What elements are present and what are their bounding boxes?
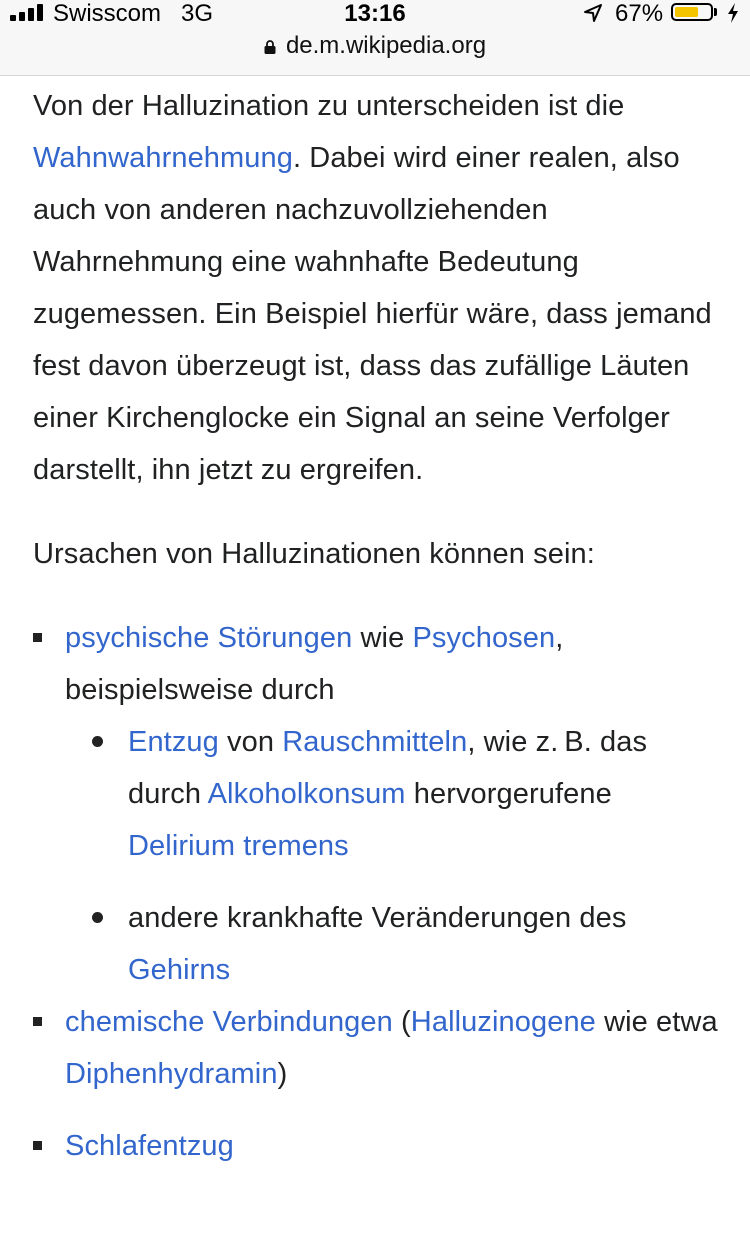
text: wie xyxy=(352,622,413,654)
disc-bullet-icon xyxy=(92,912,103,923)
link-delirium-tremens[interactable]: Delirium tremens xyxy=(128,830,349,862)
link-wahnwahrnehmung[interactable]: Wahnwahrnehmung xyxy=(33,142,293,174)
list-item-entzug xyxy=(65,716,723,872)
link-chemische-verbindungen[interactable]: chemische Verbindungen xyxy=(65,1006,393,1038)
text: andere krankhafte Veränderungen des xyxy=(128,902,627,934)
text: , beispielsweise durch xyxy=(65,622,564,706)
browser-top-bar xyxy=(0,0,750,76)
text: Von der Halluzination zu unterscheiden ist die xyxy=(33,90,625,122)
text: . Dabei wird einer realen, also auch von anderen nachzuvollziehenden Wahrnehmung eine wahnhafte Bedeutung zugemessen. Ein Beispiel hierfür wäre, dass jemand fest davon überzeugt ist, dass das zufällige Läuten einer Kirchenglocke ein Signal an seine Verfolger darstellt, ihn jetzt zu ergreifen. xyxy=(33,142,712,486)
carrier-name: Swisscom xyxy=(53,0,162,27)
paragraph-wahnwahrnehmung xyxy=(33,80,723,496)
link-gehirns[interactable]: Gehirns xyxy=(128,954,231,986)
address-bar[interactable] xyxy=(0,32,750,60)
link-schlafentzug[interactable]: Schlafentzug xyxy=(65,1130,234,1162)
list-item-schlafentzug xyxy=(33,1120,723,1172)
text: von xyxy=(218,726,283,758)
battery-fill xyxy=(675,7,698,17)
battery-percentage: 67% xyxy=(615,0,664,27)
location-arrow-icon xyxy=(582,2,604,24)
disc-bullet-icon xyxy=(92,736,103,747)
link-alkoholkonsum[interactable]: Alkoholkonsum xyxy=(207,778,406,810)
status-bar xyxy=(0,0,750,28)
battery-tip xyxy=(714,8,717,16)
square-bullet-icon xyxy=(33,1141,42,1150)
square-bullet-icon xyxy=(33,1017,42,1026)
url-text: de.m.wikipedia.org xyxy=(285,32,487,59)
sub-list xyxy=(65,716,723,996)
text: wie etwa xyxy=(595,1006,718,1038)
link-psychosen[interactable]: Psychosen xyxy=(412,622,556,654)
paragraph-causes-intro: Ursachen von Halluzinationen können sein: xyxy=(33,538,595,570)
link-halluzinogene[interactable]: Halluzinogene xyxy=(410,1006,596,1038)
text: ( xyxy=(392,1006,411,1038)
square-bullet-icon xyxy=(33,633,42,642)
text: ) xyxy=(277,1058,288,1090)
link-diphenhydramin[interactable]: Diphenhydramin xyxy=(65,1058,278,1090)
charging-bolt-icon xyxy=(726,2,740,24)
clock: 13:16 xyxy=(344,0,406,27)
text: , wie z. B. das durch xyxy=(128,726,648,810)
lock-icon xyxy=(264,40,276,54)
text: hervorgerufene xyxy=(405,778,612,810)
link-entzug[interactable]: Entzug xyxy=(128,726,219,758)
battery-icon xyxy=(671,3,713,21)
causes-list xyxy=(33,612,723,1172)
article-content xyxy=(33,80,723,1192)
list-item-gehirn xyxy=(65,892,723,996)
network-type: 3G xyxy=(181,0,214,27)
link-psychische-stoerungen[interactable]: psychische Störungen xyxy=(65,622,353,654)
link-rauschmitteln[interactable]: Rauschmitteln xyxy=(282,726,468,758)
list-item-psychische-stoerungen xyxy=(33,612,723,996)
list-item-chemische-verbindungen xyxy=(33,996,723,1100)
